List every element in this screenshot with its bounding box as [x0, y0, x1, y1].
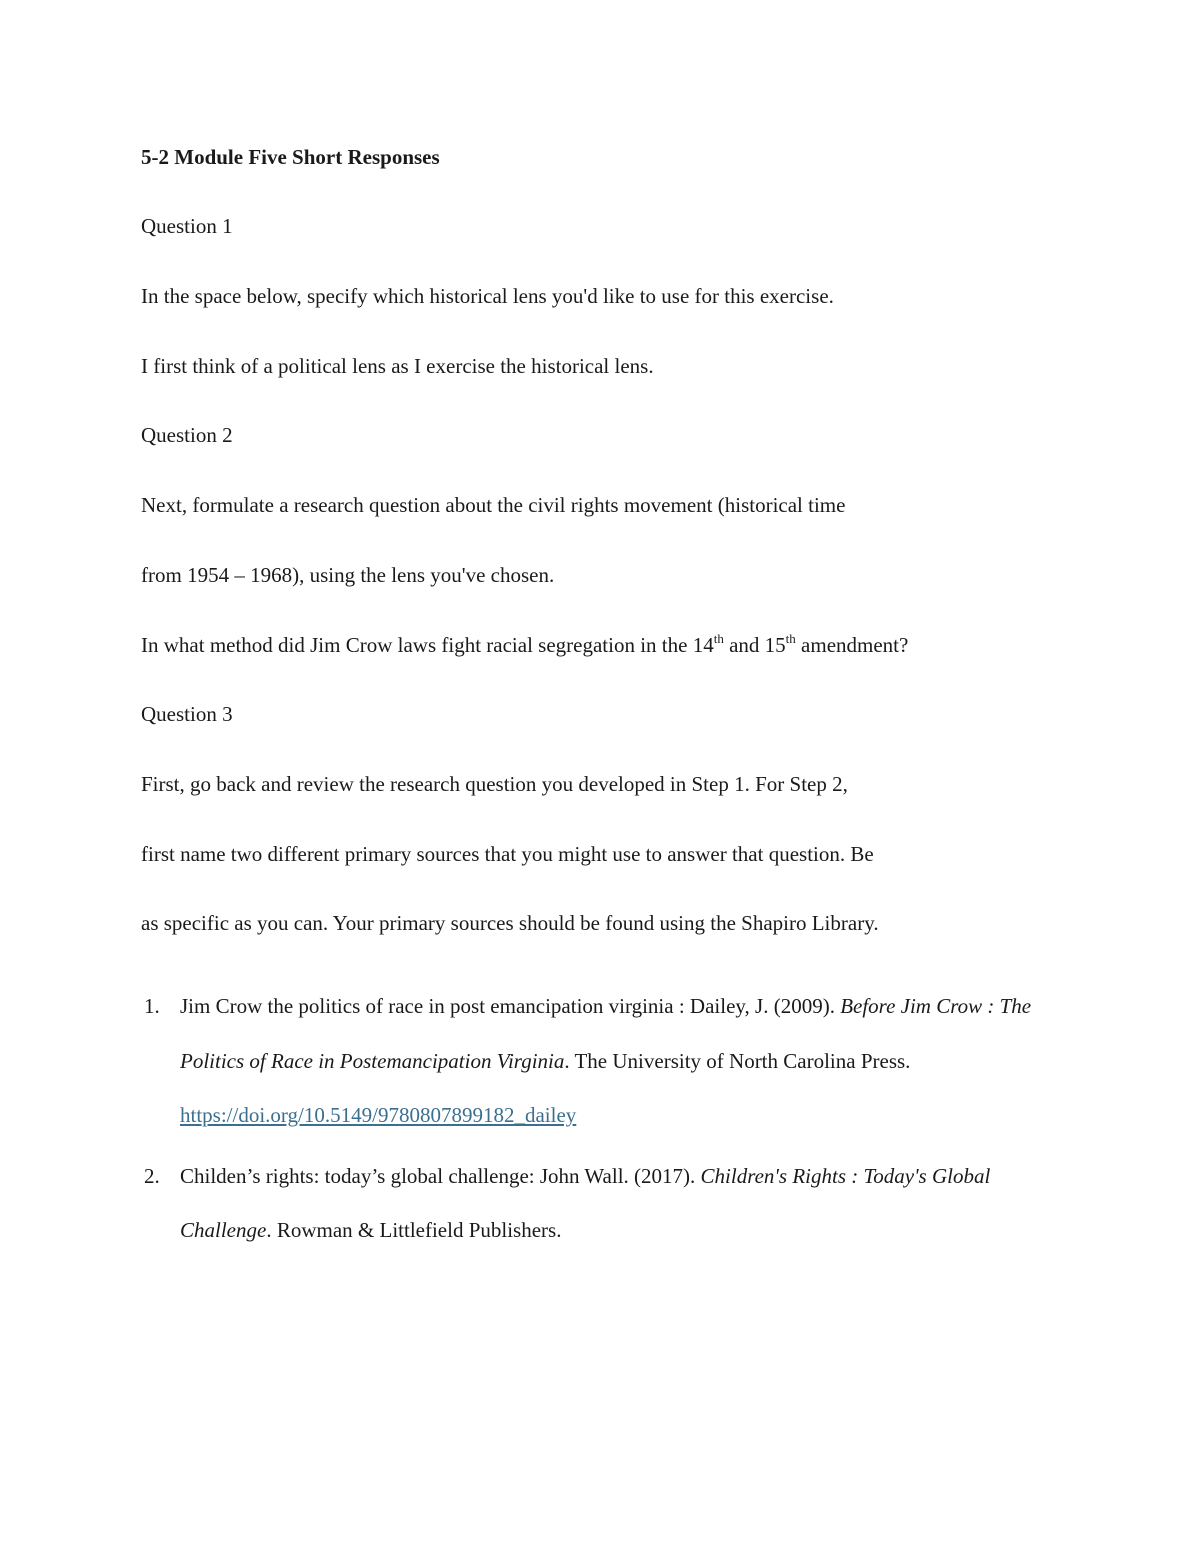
- question-2-answer: [141, 632, 908, 658]
- question-1-heading: Question 1: [141, 214, 233, 238]
- citation-tail: . Rowman & Littlefield Publishers.: [266, 1218, 562, 1242]
- citation-title: Children's Rights : Today's Global Challenge: [180, 1163, 991, 1242]
- list-item: [141, 1149, 1071, 1258]
- citation-lead: Childen’s rights: today’s global challenge: John Wall. (2017).: [180, 1163, 701, 1188]
- list-number: 1.: [144, 994, 160, 1018]
- superscript-th-1: th: [713, 631, 724, 646]
- citation-title: Before Jim Crow : The Politics of Race in Postemancipation Virginia: [180, 994, 1032, 1073]
- sources-list: [141, 979, 1071, 1264]
- question-3-prompt-line-3: as specific as you can. Your primary sources should be found using the Shapiro Library.: [141, 911, 879, 935]
- source-citation: [180, 979, 1071, 1143]
- question-2-prompt-line-1: Next, formulate a research question about the civil rights movement (historical time: [141, 493, 846, 517]
- question-2-heading: Question 2: [141, 423, 233, 447]
- question-2-prompt-line-2: from 1954 – 1968), using the lens you've chosen.: [141, 563, 555, 587]
- question-3-prompt-line-2: first name two different primary sources that you might use to answer that question. Be: [141, 842, 874, 866]
- question-1-answer: I first think of a political lens as I exercise the historical lens.: [141, 354, 654, 378]
- list-number: 2.: [144, 1163, 160, 1188]
- citation-lead: Jim Crow the politics of race in post emancipation virginia : Dailey, J. (2009).: [180, 994, 841, 1018]
- question-3-prompt-line-1: First, go back and review the research question you developed in Step 1. For Step 2,: [141, 772, 848, 796]
- answer-text-part-3: amendment?: [795, 633, 909, 657]
- answer-text-part-1: In what method did Jim Crow laws fight racial segregation in the 14: [141, 633, 714, 657]
- source-citation: [180, 1149, 1071, 1258]
- question-3-heading: Question 3: [141, 702, 233, 726]
- superscript-th-2: th: [785, 631, 796, 646]
- doi-link[interactable]: https://doi.org/10.5149/9780807899182_dailey: [180, 1103, 577, 1127]
- answer-text-part-2: and 15: [723, 633, 786, 657]
- citation-tail: . The University of North Carolina Press.: [564, 1048, 911, 1073]
- list-item: [141, 979, 1071, 1143]
- page-title: 5-2 Module Five Short Responses: [141, 145, 440, 169]
- question-1-prompt: In the space below, specify which historical lens you'd like to use for this exercise.: [141, 284, 834, 308]
